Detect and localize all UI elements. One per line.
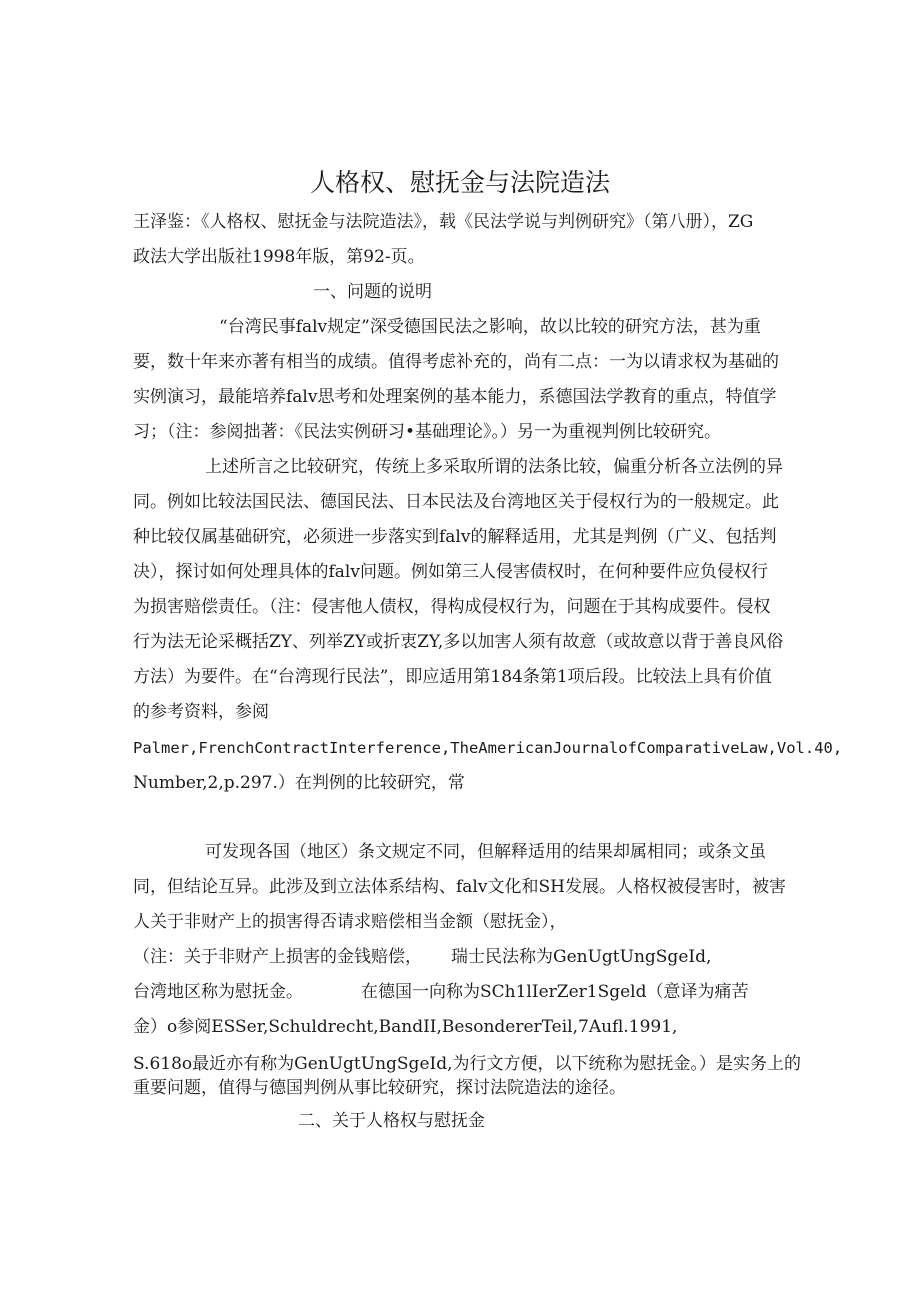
citation-line-2: 政法大学出版社1998年版，第92-页。	[133, 247, 425, 267]
document-title: 人格权、慰抚金与法院造法	[309, 168, 610, 197]
citation-line: Palmer,FrenchContractInterference,TheAmericanJournalofComparativeLaw,Vol.40,	[133, 739, 843, 757]
paragraph-line: 决），探讨如何处理具体的falv问题。例如第三人侵害债权时，在何种要件应负侵权行	[133, 562, 768, 582]
paragraph-line: Number,2,p.297.）在判例的比较研究，常	[133, 773, 465, 793]
paragraph-line: 可发现各国（地区）条文规定不同，但解释适用的结果却属相同；或条文虽	[205, 842, 766, 862]
paragraph-line: 同。例如比较法国民法、德国民法、日本民法及台湾地区关于侵权行为的一般规定。此	[133, 492, 779, 512]
paragraph-line: 为损害赔偿责任。（注：侵害他人债权，得构成侵权行为，问题在于其构成要件。侵权	[133, 597, 771, 617]
paragraph-line: 要，数十年来亦著有相当的成绩。值得考虑补充的，尚有二点：一为以请求权为基础的	[133, 352, 779, 372]
paragraph-line: 人关于非财产上的损害得否请求赔偿相当金额（慰抚金），	[133, 912, 567, 932]
paragraph-line: 行为法无论采概括ZY、列举ZY或折衷ZY,多以加害人须有故意（或故意以背于善良风俗	[133, 632, 784, 652]
paragraph-line: 实例演习，最能培养falv思考和处理案例的基本能力，系德国法学教育的重点，特值学	[133, 387, 777, 407]
footnote-line: （注：关于非财产上损害的金钱赔偿，	[133, 947, 422, 967]
footnote-line: 瑞士民法称为GenUgtUngSgeId,	[451, 947, 712, 967]
paragraph-line: 种比较仅属基础研究，必须进一步落实到falv的解释适用，尤其是判例（广义、包括判	[133, 527, 777, 547]
footnote-line: 在德国一向称为SCh1lIerZer1Sgeld（意译为痛苦	[361, 982, 749, 1002]
paragraph-line: 的参考资料，参阅	[133, 702, 269, 722]
citation-line-1: 王泽鉴：《人格权、慰抚金与法院造法》，载《民法学说与判例研究》（第八册），ZG	[133, 212, 754, 232]
section-heading-2: 二、关于人格权与慰抚金	[298, 1111, 485, 1131]
paragraph-line: S.618o最近亦有称为GenUgtUngSgeId,为行文方便，以下统称为慰抚金。）是实务上的	[133, 1054, 802, 1074]
paragraph-line: 重要问题，值得与德国判例从事比较研究，探讨法院造法的途径。	[133, 1078, 626, 1098]
paragraph-line: 同，但结论互异。此涉及到立法体系结构、falv文化和SH发展。人格权被侵害时，被害	[133, 877, 786, 897]
paragraph-line: 方法）为要件。在“台湾现行民法”，即应适用第184条第1项后段。比较法上具有价值	[133, 667, 772, 687]
paragraph-line: 习；（注：参阅拙著：《民法实例研习•基础理论》。）另一为重视判例比较研究。	[133, 422, 722, 442]
section-heading-1: 一、问题的说明	[313, 282, 432, 302]
footnote-line: 金）o参阅ESSer,Schuldrecht,BandII,BesondererTeil,7Aufl.1991,	[133, 1017, 678, 1037]
paragraph-line: 上述所言之比较研究，传统上多采取所谓的法条比较，偏重分析各立法例的异	[205, 457, 783, 477]
paragraph-line: “台湾民事falv规定”深受德国民法之影响，故以比较的研究方法，甚为重	[219, 317, 761, 337]
footnote-line: 台湾地区称为慰抚金。	[133, 982, 303, 1002]
